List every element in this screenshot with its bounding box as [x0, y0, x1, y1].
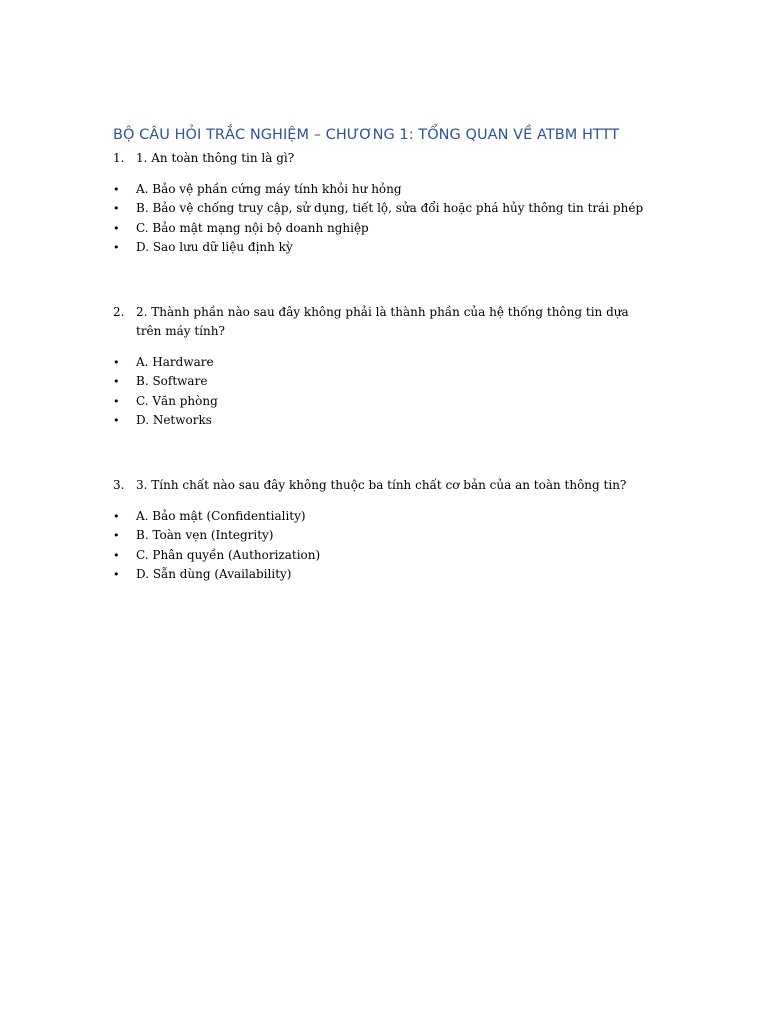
question-2 [113, 303, 653, 431]
option-list [113, 180, 653, 258]
question-text: 2. Thành phần nào sau đây không phải là thành phần của hệ thống thông tin dựa trên máy tính? [136, 305, 629, 338]
question-number: 1. [113, 151, 125, 165]
option-list [113, 353, 653, 431]
option-c [113, 219, 653, 238]
option-c [113, 392, 653, 411]
question-number: 3. [113, 478, 125, 492]
bullet-icon: • [113, 241, 120, 255]
option-text: D. Networks [136, 413, 212, 428]
option-text: D. Sẵn dùng (Availability) [136, 567, 292, 582]
option-b [113, 372, 653, 391]
option-a [113, 180, 653, 199]
bullet-icon: • [113, 183, 120, 196]
question-stem [113, 476, 653, 495]
bullet-icon: • [113, 356, 120, 369]
question-stem [113, 303, 653, 341]
bullet-icon: • [113, 221, 120, 235]
option-text: A. Bảo mật (Confidentiality) [136, 509, 306, 523]
bullet-icon: • [113, 510, 120, 523]
option-text: C. Bảo mật mạng nội bộ doanh nghiệp [136, 220, 369, 235]
question-1 [113, 149, 653, 258]
option-b [113, 526, 653, 545]
question-number: 2. [113, 305, 125, 319]
bullet-icon: • [113, 548, 120, 562]
option-d [113, 565, 653, 584]
question-3 [113, 476, 653, 585]
question-text: 1. An toàn thông tin là gì? [136, 151, 295, 165]
option-text: C. Phân quyền (Authorization) [136, 547, 321, 562]
option-text: B. Toàn vẹn (Integrity) [136, 528, 274, 543]
option-text: B. Software [136, 374, 208, 389]
bullet-icon: • [113, 414, 120, 428]
option-text: A. Hardware [136, 355, 214, 369]
option-list [113, 507, 653, 585]
question-text: 3. Tính chất nào sau đây không thuộc ba tính chất cơ bản của an toàn thông tin? [136, 478, 627, 492]
option-text: C. Văn phòng [136, 393, 218, 408]
option-a [113, 507, 653, 526]
option-text: B. Bảo vệ chống truy cập, sử dụng, tiết lộ, sửa đổi hoặc phá hủy thông tin trái phép [136, 201, 644, 216]
bullet-icon: • [113, 568, 120, 582]
bullet-icon: • [113, 375, 120, 389]
bullet-icon: • [113, 529, 120, 543]
option-c [113, 546, 653, 565]
question-stem [113, 149, 653, 168]
option-a [113, 353, 653, 372]
bullet-icon: • [113, 394, 120, 408]
option-text: D. Sao lưu dữ liệu định kỳ [136, 240, 293, 255]
option-b [113, 199, 653, 218]
option-text: A. Bảo vệ phần cứng máy tính khỏi hư hỏng [136, 182, 402, 196]
bullet-icon: • [113, 202, 120, 216]
option-d [113, 238, 653, 257]
option-d [113, 411, 653, 430]
document-title: BỘ CÂU HỎI TRẮC NGHIỆM – CHƯƠNG 1: TỔNG QUAN VỀ ATBM HTTT [113, 127, 620, 143]
